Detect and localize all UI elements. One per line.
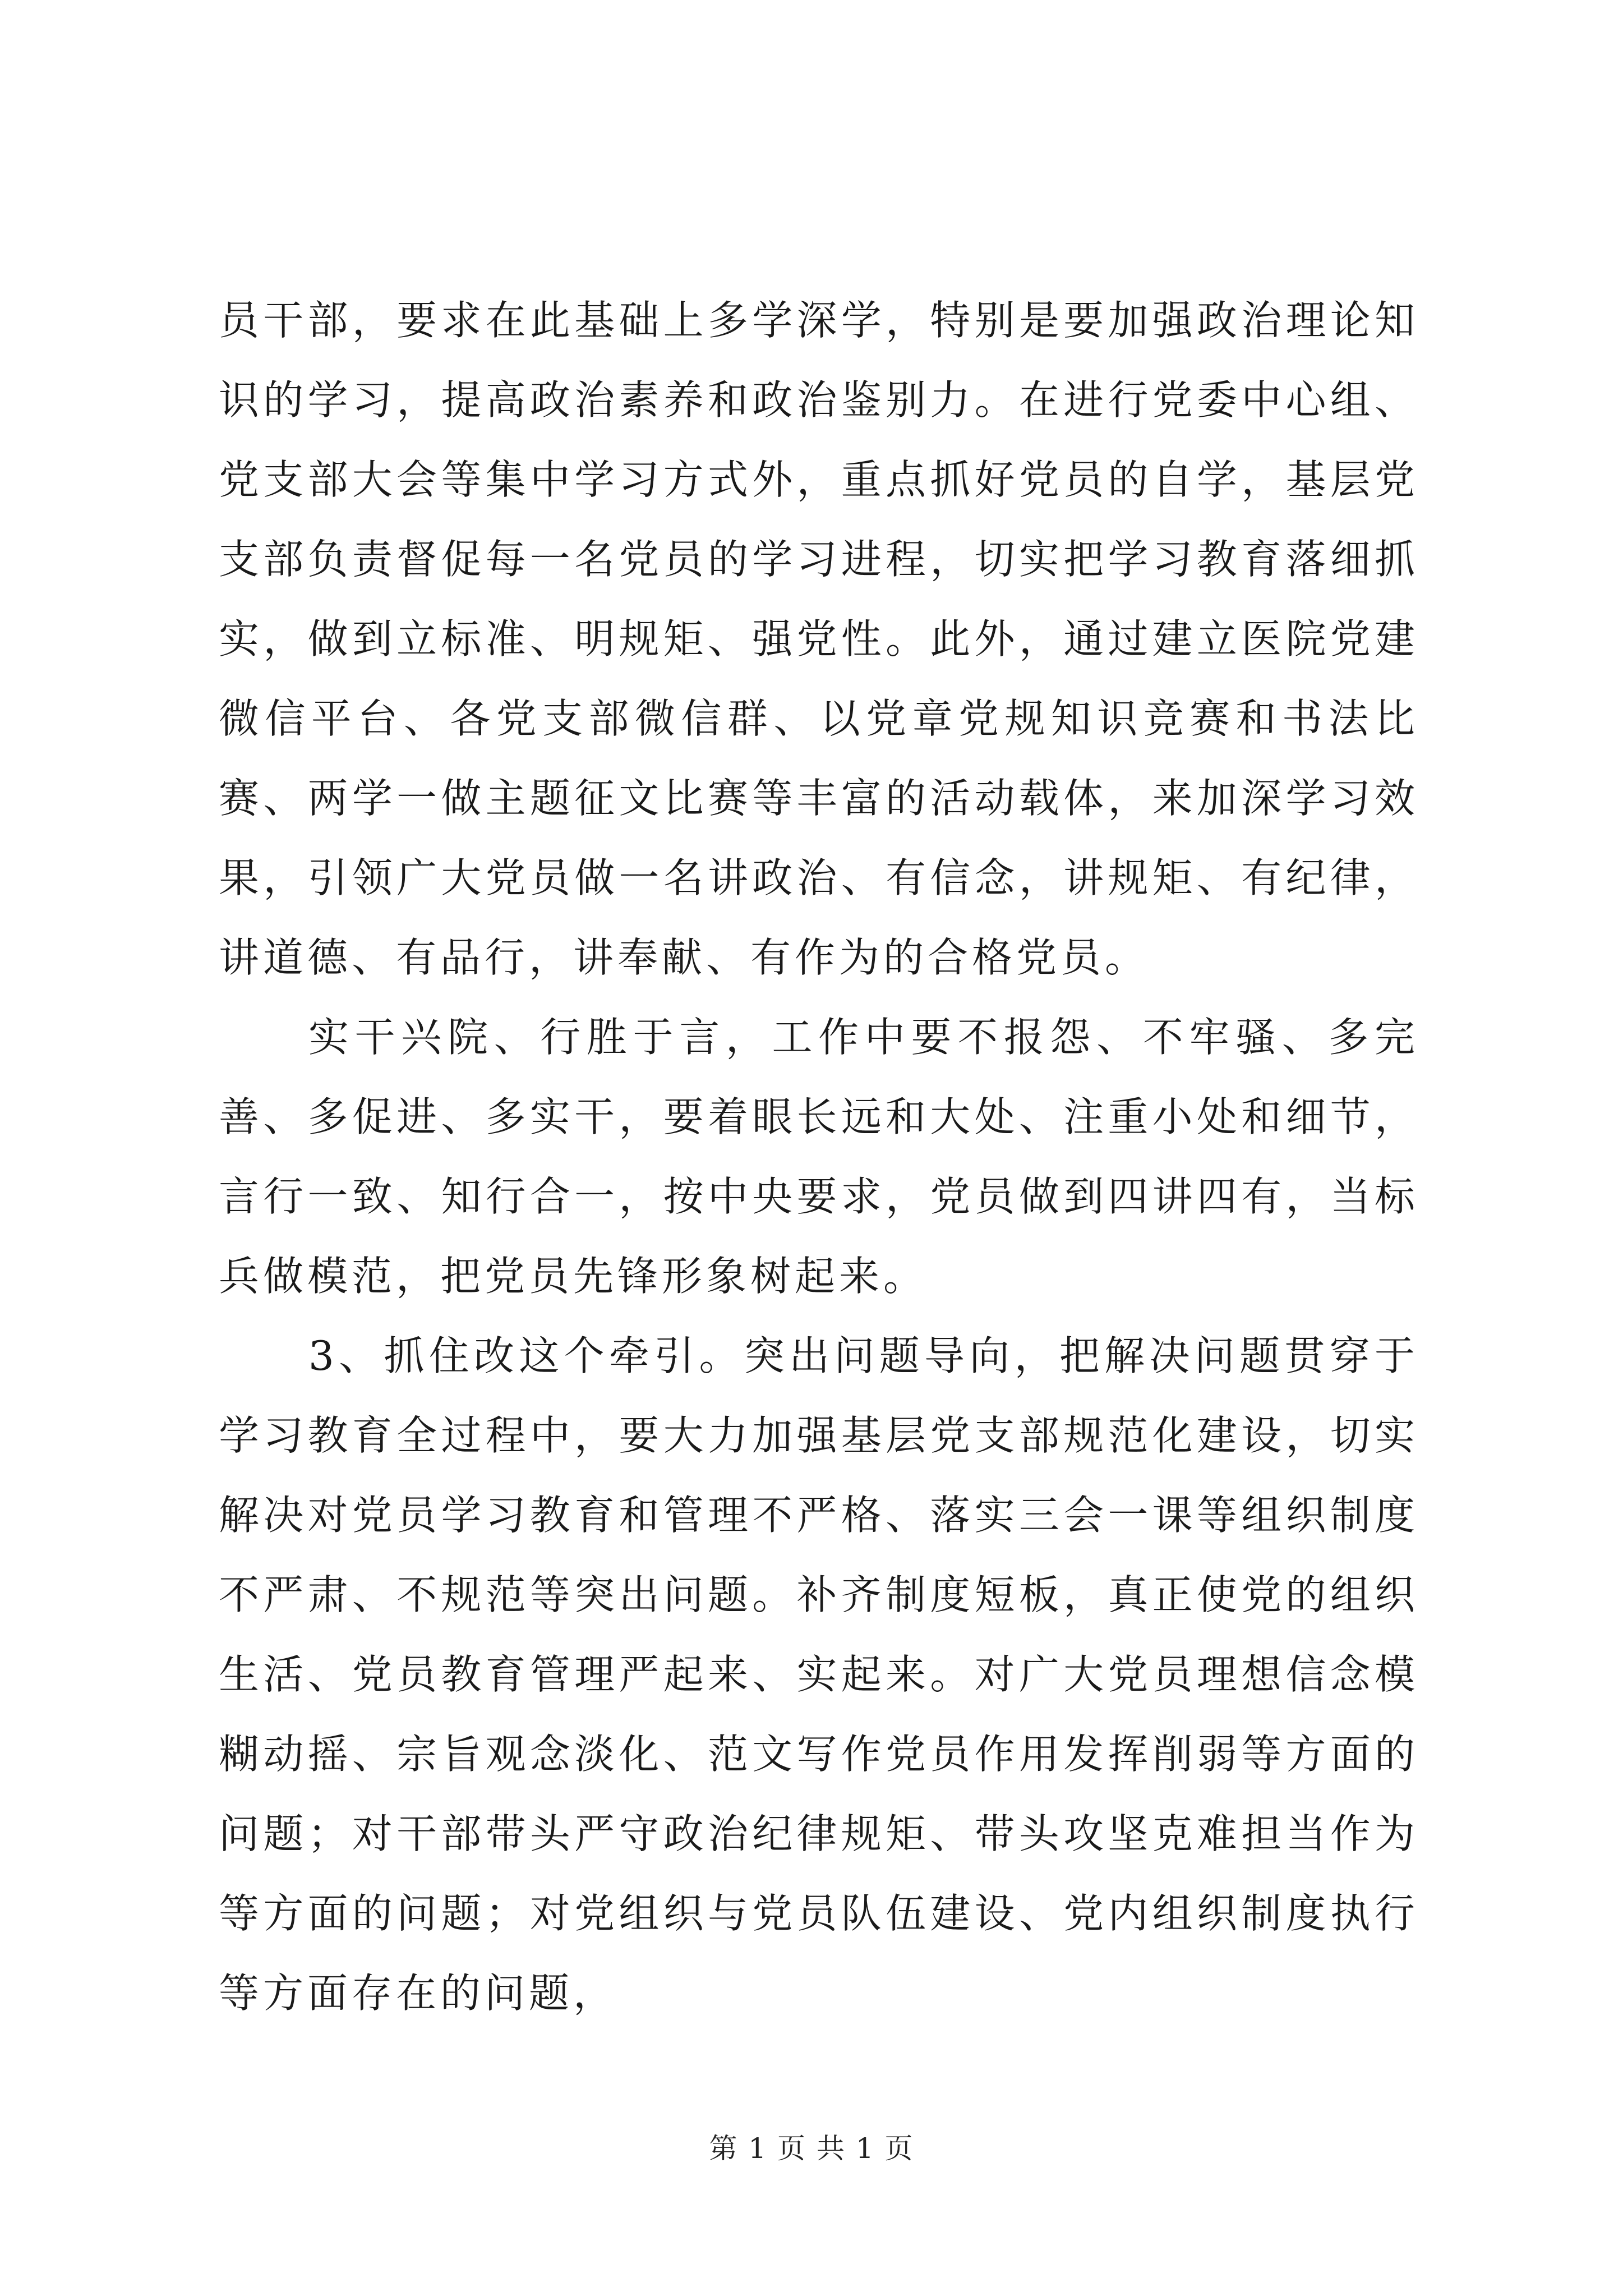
page-footer: 第 1 页 共 1 页 [709, 2132, 914, 2165]
body-text [219, 280, 1419, 2033]
paragraph-2: 实干兴院、行胜于言，工作中要不报怨、不牢骚、多完善、多促进、多实干，要着眼长远和大处、注重小处和细节，言行一致、知行合一，按中央要求，党员做到四讲四有，当标兵做模范，把党员先锋形象树起来。 [219, 1014, 1419, 1300]
paragraph-1: 员干部，要求在此基础上多学深学，特别是要加强政治理论知识的学习，提高政治素养和政治鉴别力。在进行党委中心组、党支部大会等集中学习方式外，重点抓好党员的自学，基层党支部负责督促每一名党员的学习进程，切实把学习教育落细抓实，做到立标准、明规矩、强党性。此外，通过建立医院党建微信平台、各党支部微信群、以党章党规知识竞赛和书法比赛、两学一做主题征文比赛等丰富的活动载体，来加深学习效果，引领广大党员做一名讲政治、有信念，讲规矩、有纪律，讲道德、有品行，讲奉献、有作为的合格党员。 [219, 297, 1419, 981]
paragraph-3: 3、抓住改这个牵引。突出问题导向，把解决问题贯穿于学习教育全过程中，要大力加强基层党支部规范化建设，切实解决对党员学习教育和管理不严格、落实三会一课等组织制度不严肃、不规范等突出问题。补齐制度短板，真正使党的组织生活、党员教育管理严起来、实起来。对广大党员理想信念模糊动摇、宗旨观念淡化、范文写作党员作用发挥削弱等方面的问题；对干部带头严守政治纪律规矩、带头攻坚克难担当作为等方面的问题；对党组织与党员队伍建设、党内组织制度执行等方面存在的问题， [219, 1332, 1419, 2017]
